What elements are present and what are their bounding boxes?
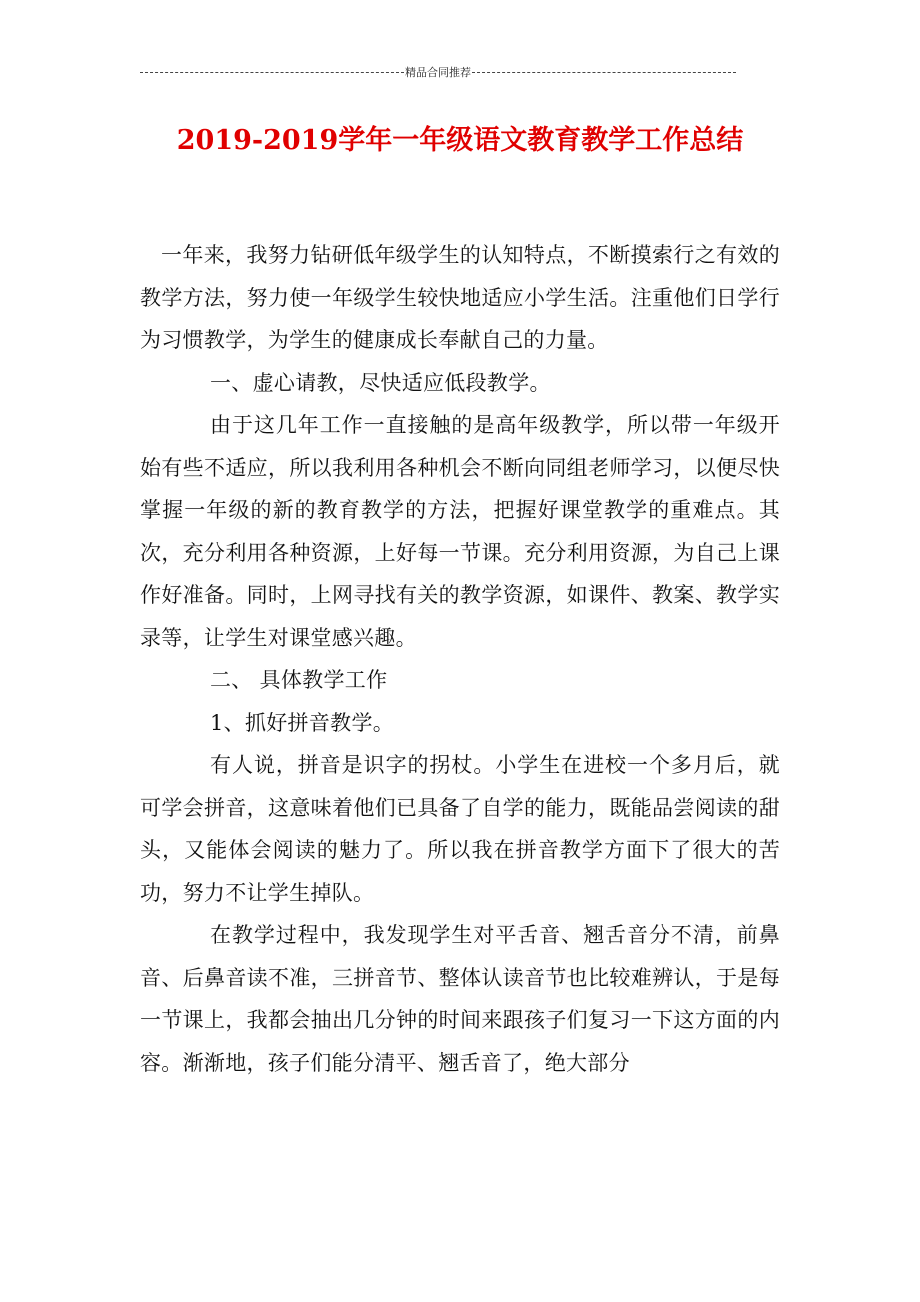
paragraph-intro: 一年来，我努力钻研低年级学生的认知特点，不断摸索行之有效的教学方法，努力使一年级学生较快地适应小学生活。注重他们日学行为习惯教学，为学生的健康成长奉献自己的力量。 [140, 243, 780, 352]
paragraph-section-1: 由于这几年工作一直接触的是高年级教学，所以带一年级开始有些不适应，所以我利用各种机会不断向同组老师学习，以便尽快掌握一年级的新的教育教学的方法，把握好课堂教学的重难点。其次，充分利用各种资源，上好每一节课。充分利用资源，为自己上课作好准备。同时，上网寻找有关的教学资源，如课件、教案、教学实录等，让学生对课堂感兴趣。 [140, 413, 780, 650]
header-dash-right [472, 72, 736, 73]
section-heading-1: 一、虚心请教，尽快适应低段教学。 [210, 370, 551, 395]
paragraph-pinyin-1: 有人说，拼音是识字的拐杖。小学生在进校一个多月后，就可学会拼音，这意味着他们已具备了自学的能力，既能品尝阅读的甜头，又能体会阅读的魅力了。所以我在拼音教学方面下了很大的苦功，努力不让学生掉队。 [140, 753, 780, 905]
header-label: 精品合同推荐 [405, 66, 471, 79]
header-dash-left [140, 72, 404, 73]
page-header [140, 64, 736, 80]
section-heading-2: 二、 具体教学工作 [210, 668, 388, 692]
document-title: 2019-2019学年一年级语文教育教学工作总结 [176, 125, 744, 156]
paragraph-pinyin-2: 在教学过程中，我发现学生对平舌音、翘舌音分不清，前鼻音、后鼻音读不准，三拼音节、整体认读音节也比较难辨认，于是每一节课上，我都会抽出几分钟的时间来跟孩子们复习一下这方面的内容。渐渐地，孩子们能分清平、翘舌音了，绝大部分 [140, 923, 780, 1075]
document-body [140, 234, 780, 1084]
subsection-heading-1: 1、抓好拼音教学。 [210, 710, 395, 735]
